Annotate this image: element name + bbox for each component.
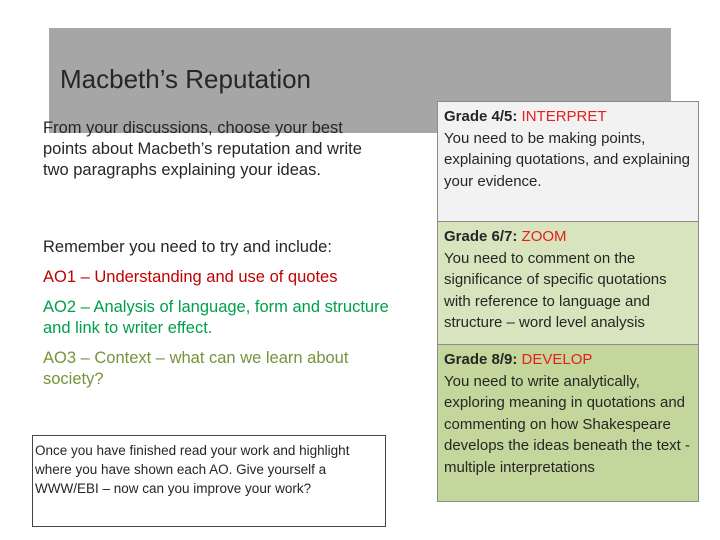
grade-box-4-5 <box>438 102 698 222</box>
grade-criteria-panel <box>437 101 699 502</box>
remember-text: Remember you need to try and include: <box>43 238 332 256</box>
slide-title: Macbeth’s Reputation <box>60 64 312 94</box>
intro-text: From your discussions, choose your best points about Macbeth’s reputation and write two paragraphs explaining your ideas. <box>43 119 362 179</box>
objective-ao3: AO3 – Context – what can we learn about society? <box>43 349 349 388</box>
grade-description: You need to be making points, explaining quotations, and explaining your evidence. <box>444 129 691 190</box>
grade-keyword: INTERPRET <box>521 108 607 125</box>
grade-label: Grade 8/9: <box>444 351 518 368</box>
grade-box-6-7 <box>438 222 698 345</box>
grade-box-8-9 <box>438 345 698 501</box>
grade-keyword: ZOOM <box>521 228 567 245</box>
objective-ao2: AO2 – Analysis of language, form and structure and link to writer effect. <box>43 298 389 337</box>
reflection-note-box: Once you have finished read your work and highlight where you have shown each AO. Give yourself a WWW/EBI – now can you improve your work? <box>32 435 386 527</box>
grade-description: You need to write analytically, exploring meaning in quotations and commenting on how Shakespeare develops the ideas beneath the text - multiple interpretations <box>444 372 691 476</box>
grade-keyword: DEVELOP <box>521 351 593 368</box>
objective-ao1: AO1 – Understanding and use of quotes <box>43 268 338 286</box>
grade-label: Grade 4/5: <box>444 108 518 125</box>
grade-description: You need to comment on the significance of specific quotations with reference to language and structure – word level analysis <box>444 249 667 331</box>
grade-label: Grade 6/7: <box>444 228 518 245</box>
objectives-list <box>43 237 393 399</box>
